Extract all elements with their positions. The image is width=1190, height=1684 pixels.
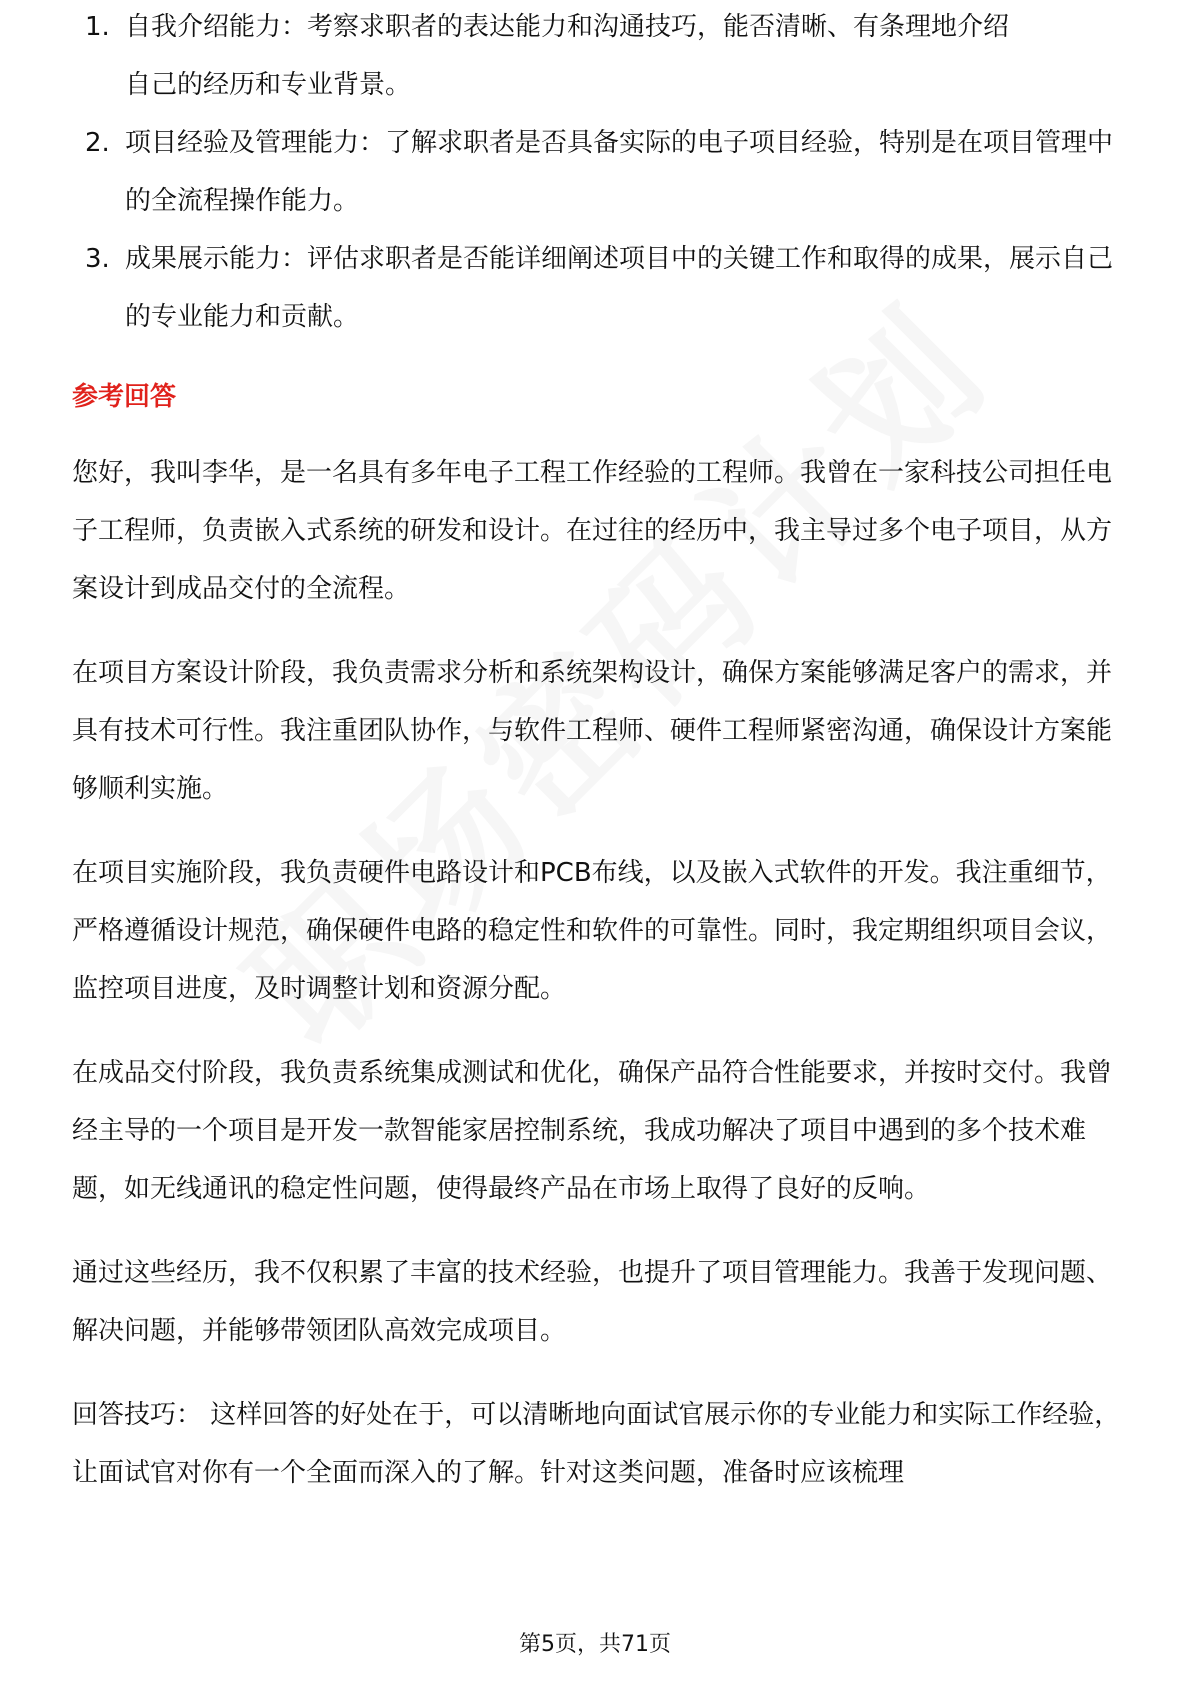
answer-paragraph: 您好，我叫李华，是一名具有多年电子工程工作经验的工程师。我曾在一家科技公司担任电子工程师，负责嵌入式系统的研发和设计。在过往的经历中，我主导过多个电子项目，从方案设计到成品交付的全流程。 bbox=[72, 458, 1113, 604]
list-item bbox=[72, 230, 1122, 346]
section-title: 参考回答 bbox=[72, 382, 177, 412]
page-number-footer: 第5页，共71页 bbox=[519, 1632, 671, 1657]
answer-paragraph: 在项目实施阶段，我负责硬件电路设计和PCB布线，以及嵌入式软件的开发。我注重细节，严格遵循设计规范，确保硬件电路的稳定性和软件的可靠性。同时，我定期组织项目会议，监控项目进度，及时调整计划和资源分配。 bbox=[72, 858, 1113, 1004]
list-item bbox=[72, 114, 1122, 230]
list-item-text: 项目经验及管理能力：了解求职者是否具备实际的电子项目经验，特别是在项目管理中的全流程操作能力。 bbox=[125, 128, 1114, 216]
list-item bbox=[72, 12, 1122, 114]
answer-paragraph: 在成品交付阶段，我负责系统集成测试和优化，确保产品符合性能要求，并按时交付。我曾经主导的一个项目是开发一款智能家居控制系统，我成功解决了项目中遇到的多个技术难题，如无线通讯的稳定性问题，使得最终产品在市场上取得了良好的反响。 bbox=[72, 1058, 1113, 1204]
answer-paragraph: 在项目方案设计阶段，我负责需求分析和系统架构设计，确保方案能够满足客户的需求，并具有技术可行性。我注重团队协作，与软件工程师、硬件工程师紧密沟通，确保设计方案能够顺利实施。 bbox=[72, 658, 1113, 804]
list-item-number: 2. bbox=[85, 128, 110, 158]
list-item-text-line1: 自我介绍能力：考察求职者的表达能力和沟通技巧，能否清晰、有条理地介绍 bbox=[125, 12, 1010, 42]
list-item-number: 1. bbox=[85, 12, 110, 42]
list-item-text: 成果展示能力：评估求职者是否能详细阐述项目中的关键工作和取得的成果，展示自己的专业能力和贡献。 bbox=[125, 244, 1114, 332]
evaluation-points-list bbox=[72, 12, 1122, 346]
answer-tips-paragraph: 回答技巧： 这样回答的好处在于，可以清晰地向面试官展示你的专业能力和实际工作经验，让面试官对你有一个全面而深入的了解。针对这类问题，准备时应该梳理 bbox=[72, 1400, 1121, 1488]
answer-paragraph: 通过这些经历，我不仅积累了丰富的技术经验，也提升了项目管理能力。我善于发现问题、解决问题，并能够带领团队高效完成项目。 bbox=[72, 1258, 1113, 1346]
list-item-number: 3. bbox=[85, 244, 110, 274]
page-content bbox=[72, 12, 1122, 1528]
list-item-text-line2: 自己的经历和专业背景。 bbox=[125, 70, 412, 100]
list-item-clipped-line bbox=[125, 12, 1122, 56]
